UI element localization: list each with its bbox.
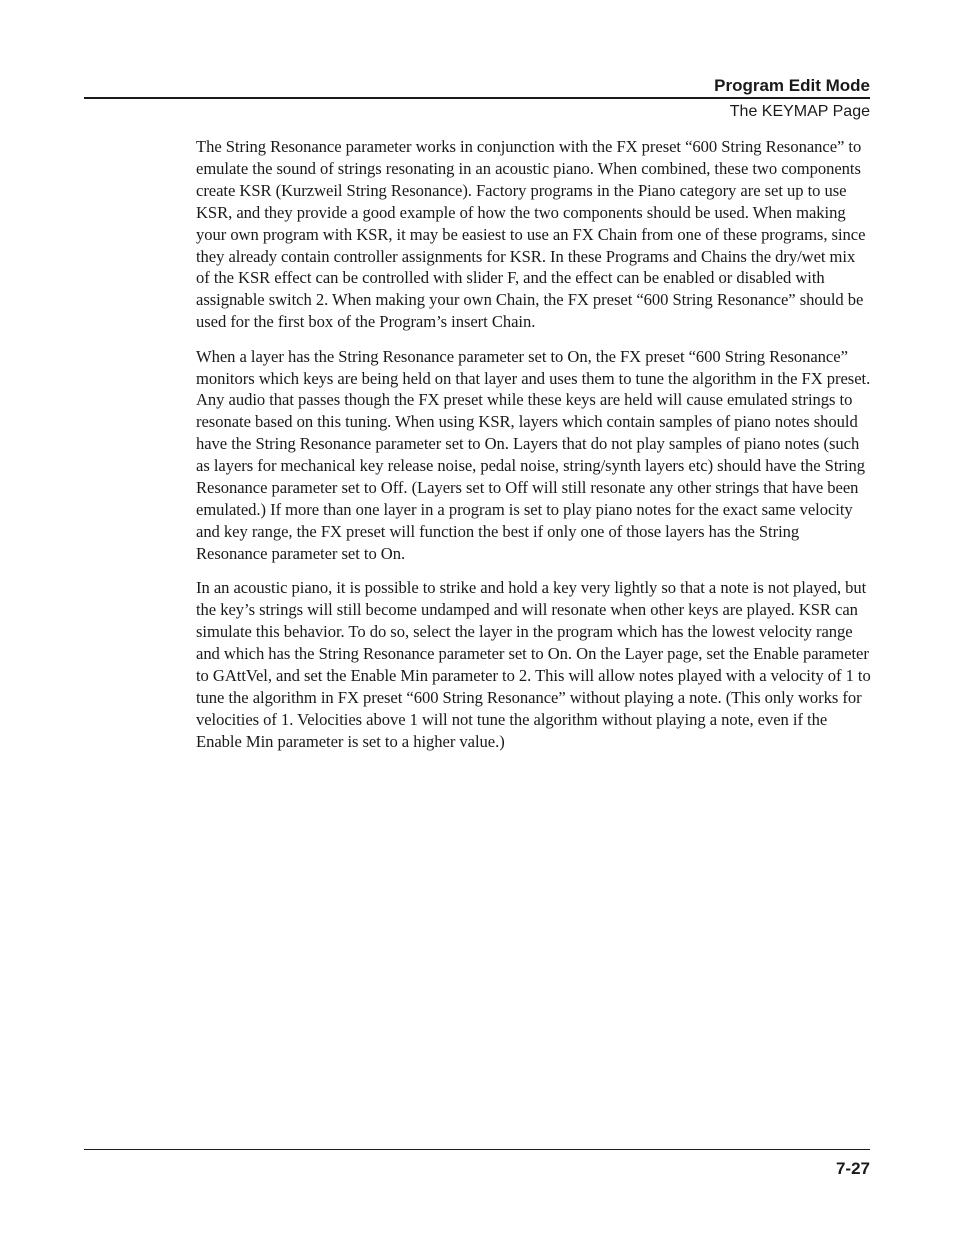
page-number: 7-27 [835, 1159, 870, 1178]
paragraph-string-resonance-intro: The String Resonance parameter works in conjunction with the FX preset “600 String Resonance” to emulate the sound of strings resonating in an acoustic piano. When combined, these two components create KSR (Kurzweil String Resonance). Factory programs in the Piano category are set up to use KSR, and they provide a good example of how the two components should be used. When making your own program with KSR, it may be easiest to use an FX Chain from one of these programs, since they already contain controller assignments for KSR. In these Programs and Chains the dry/wet mix of the KSR effect can be controlled with slider F, and the effect can be enabled or disabled with assignable switch 2. When making your own Chain, the FX preset “600 String Resonance” should be used for the first box of the Program’s insert Chain. [196, 137, 866, 332]
paragraph-silent-key: In an acoustic piano, it is possible to strike and hold a key very lightly so that a note is not played, but the key’s strings will still become undamped and will resonate when other keys are played. KSR can simulate this behavior. To do so, select the layer in the program which has the lowest velocity range and which has the String Resonance parameter set to On. On the Layer page, set the Enable parameter to GAttVel, and set the Enable Min parameter to 2. This will allow notes played with a velocity of 1 to tune the algorithm in FX preset “600 String Resonance” without playing a note. (This only works for velocities of 1. Velocities above 1 will not tune the algorithm without playing a note, even if the Enable Min parameter is set to a higher value.) [196, 578, 871, 751]
body-text [196, 136, 872, 765]
section-title: Program Edit Mode [714, 76, 870, 95]
footer-rule [84, 1149, 870, 1150]
header-rule [84, 97, 870, 99]
page-title: The KEYMAP Page [729, 103, 870, 120]
paragraph-layer-behavior: When a layer has the String Resonance parameter set to On, the FX preset “600 String Resonance” monitors which keys are being held on that layer and uses them to tune the algorithm in the FX preset. Any audio that passes though the FX preset while these keys are held will cause emulated strings to resonate based on this tuning. When using KSR, layers which contain samples of piano notes should have the String Resonance parameter set to On. Layers that do not play samples of piano notes (such as layers for mechanical key release noise, pedal noise, string/synth layers etc) should have the String Resonance parameter set to Off. (Layers set to Off will still resonate any other strings that have been emulated.) If more than one layer in a program is set to play piano notes for the exact same velocity and key range, the FX preset will function the best if only one of those layers has the String Resonance parameter set to On. [196, 346, 871, 563]
running-header [84, 74, 870, 98]
